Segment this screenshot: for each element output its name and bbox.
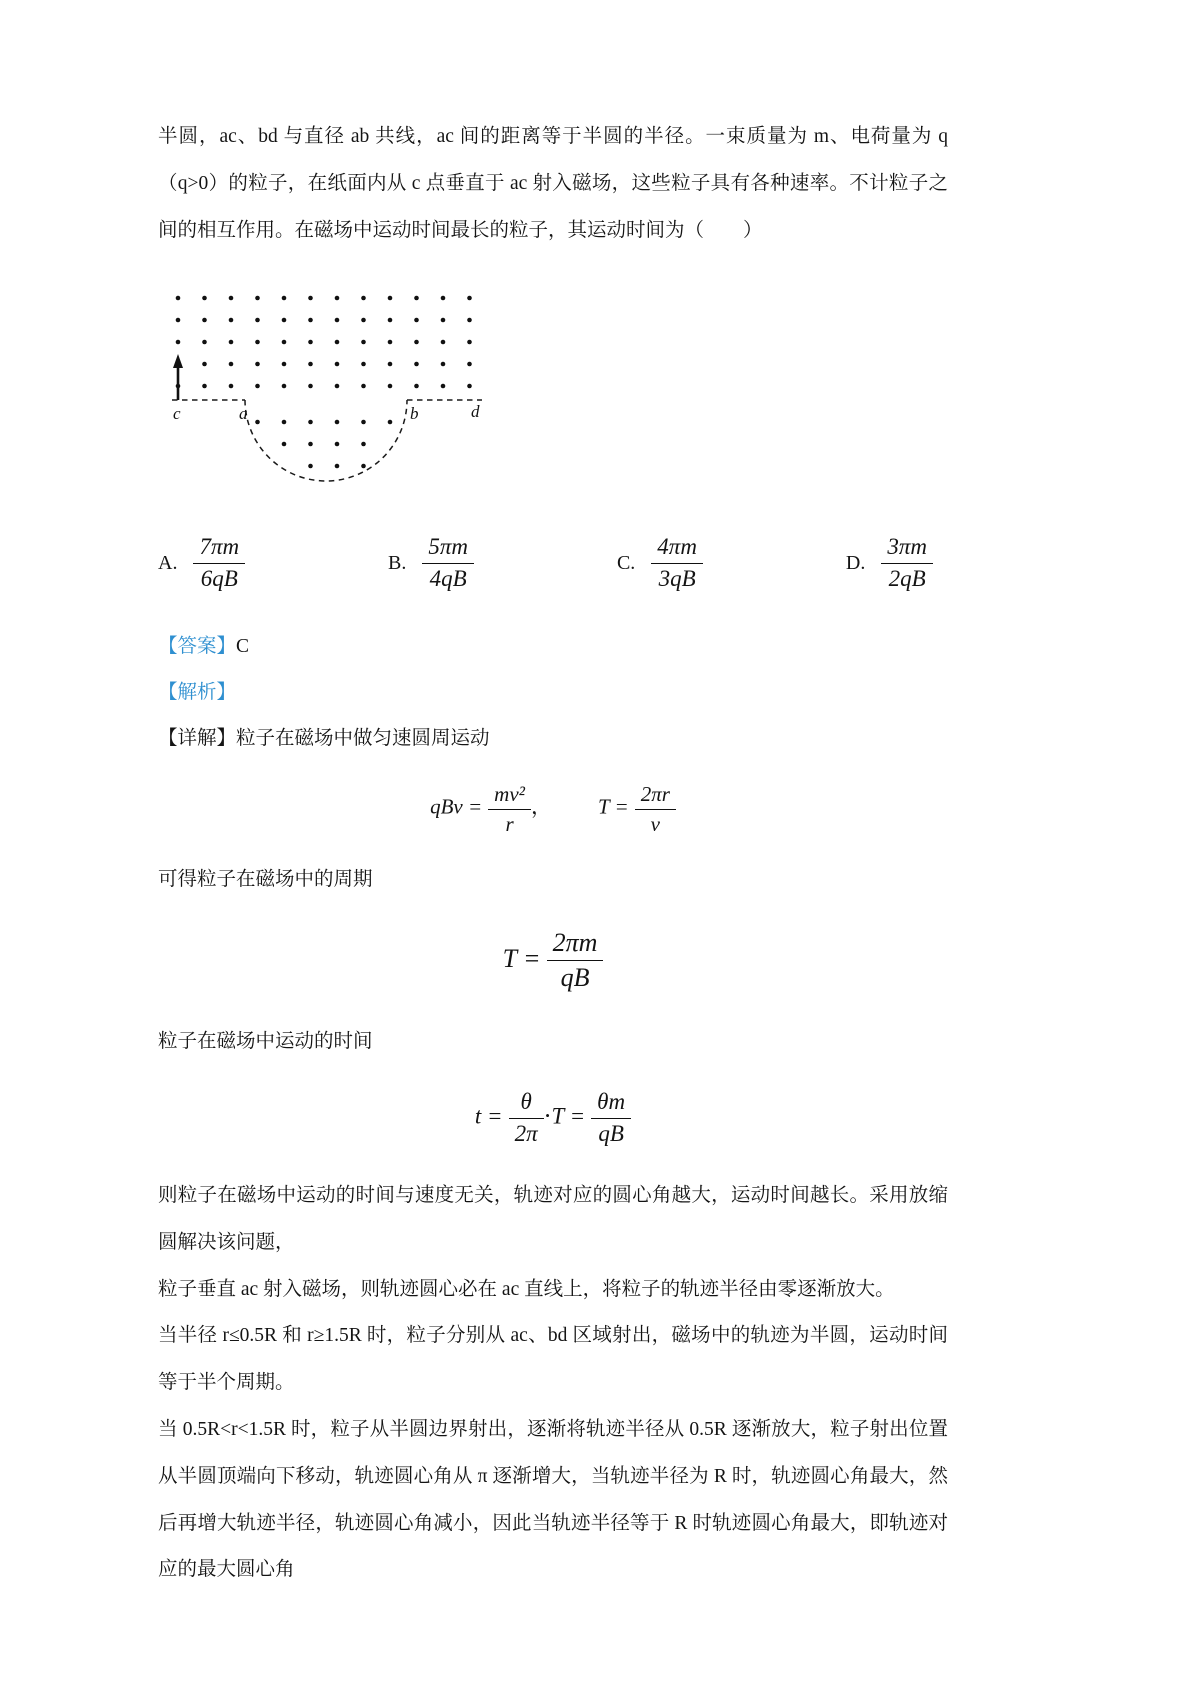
arrow-up-icon (173, 354, 183, 400)
math-term: ⋅T = (543, 1103, 586, 1129)
formula-time (158, 1088, 948, 1149)
option-b (388, 533, 474, 594)
fraction-numerator: θm (591, 1088, 631, 1119)
fraction-denominator: 2π (514, 1121, 538, 1147)
answer-tag: 【答案】 (158, 635, 237, 657)
document-page (158, 0, 948, 1594)
fraction (547, 927, 604, 995)
analysis-line (158, 670, 948, 716)
option-c-fraction (651, 533, 703, 594)
fraction-denominator: qB (598, 1121, 624, 1147)
dashed-semicircle (245, 400, 407, 481)
figure-label-d: d (471, 402, 480, 422)
explanation-text (158, 1173, 948, 1594)
fraction-denominator: 3qB (658, 566, 696, 592)
figure-label-c: c (173, 404, 181, 424)
explanation-paragraph: 则粒子在磁场中运动的时间与速度无关，轨迹对应的圆心角越大，运动时间越长。采用放缩圆解决该问题， (158, 1184, 948, 1253)
explanation-paragraph: 当 0.5R<r<1.5R 时，粒子从半圆边界射出，逐渐将轨迹半径从 0.5R 逐渐放大，粒子射出位置从半圆顶端向下移动，轨迹圆心角从 π 逐渐增大，当轨迹半径为 R 时，轨迹圆心角最大，然后再增大轨迹半径，轨迹圆心角减小，因此当轨迹半径等于 R 时轨迹圆心角最大，即轨迹对应的最大圆心角 (158, 1418, 948, 1581)
fraction-numerator: mv² (488, 781, 531, 809)
fraction-numerator: 3πm (881, 533, 933, 564)
time-intro-text: 粒子在磁场中运动的时间 (158, 1030, 373, 1052)
fraction-numerator: 2πm (547, 927, 604, 962)
formula-circular-motion (158, 781, 948, 837)
fraction (509, 1088, 544, 1149)
magnetic-field-figure (170, 288, 948, 493)
analysis-tag: 【解析】 (158, 681, 237, 703)
option-d-fraction (881, 533, 933, 594)
fraction-numerator: θ (509, 1088, 544, 1119)
fraction (591, 1088, 631, 1149)
fraction-numerator: 4πm (651, 533, 703, 564)
math-comma: ， (530, 794, 552, 819)
fraction-denominator: 6qB (200, 566, 238, 592)
fraction-denominator: 4qB (429, 566, 467, 592)
formula-period (158, 927, 948, 995)
option-b-fraction (422, 533, 474, 594)
period-intro-text: 可得粒子在磁场中的周期 (158, 868, 373, 890)
answer-options (158, 533, 933, 594)
math-term: T = (597, 794, 629, 819)
answer-line (158, 624, 948, 670)
math-term: t = (474, 1103, 503, 1129)
fraction-denominator: qB (560, 963, 590, 993)
math-term: qBv = (430, 794, 483, 819)
fraction-numerator: 7πm (193, 533, 245, 564)
option-c-letter: C. (616, 552, 636, 575)
explanation-paragraph: 当半径 r≤0.5R 和 r≥1.5R 时，粒子分别从 ac、bd 区域射出，磁场中的轨迹为半圆，运动时间等于半个周期。 (158, 1325, 948, 1394)
solution-section (158, 624, 948, 761)
detail-tag: 【详解】 (158, 727, 237, 749)
option-a (158, 533, 245, 594)
option-a-fraction (193, 533, 245, 594)
detail-text: 粒子在磁场中做匀速圆周运动 (236, 727, 490, 749)
field-figure-svg (170, 288, 500, 493)
fraction-denominator: r (505, 811, 514, 836)
detail-line (158, 716, 948, 762)
explanation-paragraph: 粒子垂直 ac 射入磁场，则轨迹圆心必在 ac 直线上，将粒子的轨迹半径由零逐渐放大。 (158, 1278, 895, 1300)
fraction-denominator: 2qB (888, 566, 926, 592)
option-d (846, 533, 933, 594)
fraction-numerator: 5πm (422, 533, 474, 564)
option-a-letter: A. (158, 552, 178, 575)
fraction (488, 781, 531, 837)
figure-label-b: b (410, 404, 419, 424)
field-dots (176, 296, 472, 469)
option-b-letter: B. (388, 552, 407, 575)
fraction-denominator: v (650, 811, 660, 836)
math-term: T = (502, 943, 541, 973)
option-d-letter: D. (845, 552, 866, 575)
figure-label-a: a (239, 404, 248, 424)
option-c (617, 533, 703, 594)
fraction (635, 781, 676, 837)
fraction-numerator: 2πr (635, 781, 676, 809)
answer-value: C (236, 635, 250, 657)
problem-statement: 半圆，ac、bd 与直径 ab 共线，ac 间的距离等于半圆的半径。一束质量为 m、电荷量为 q（q>0）的粒子，在纸面内从 c 点垂直于 ac 射入磁场，这些粒子具有各种速率。不计粒子之间的相互作用。在磁场中运动时间最长的粒子，其运动时间为（ ） (158, 126, 948, 241)
